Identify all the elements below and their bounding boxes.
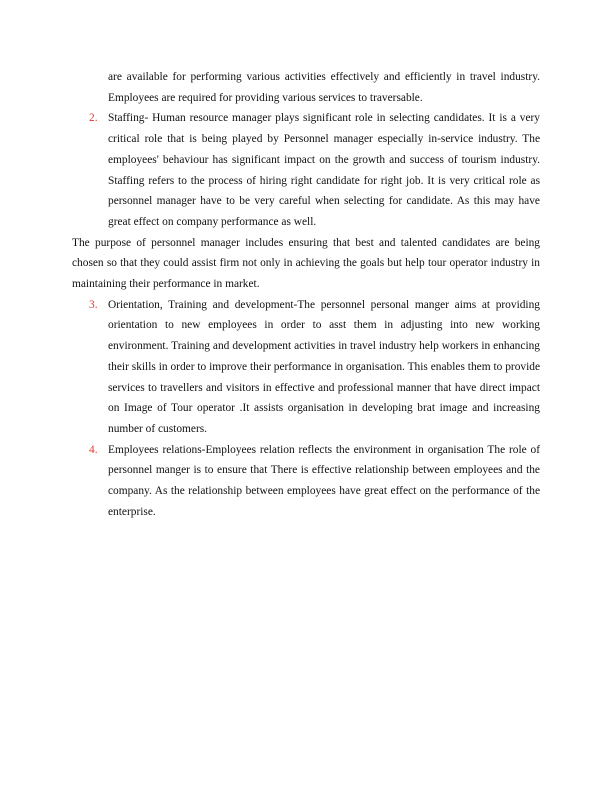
continued-paragraph: are available for performing various activities effectively and efficiently in travel industry. Employees are required for providing various services to traversable. — [108, 71, 540, 104]
list-number: 4. — [89, 443, 98, 456]
list-number: 3. — [89, 298, 98, 311]
list-item-orientation — [89, 295, 540, 440]
list-item-text: Staffing- Human resource manager plays significant role in selecting candidates. It is a very critical role that is being played by Personnel manager especially in-service industry. The employees' behaviour has significant impact on the growth and success of tourism industry. Staffing refers to the process of hiring right candidate for right job. It is very critical role as personnel manager have to be very careful when selecting for candidate. As this may have great effect on company performance as well. — [108, 112, 540, 228]
page-content — [72, 67, 540, 522]
list-item-employee-relations — [89, 440, 540, 523]
list-item-text: Orientation, Training and development-The personnel personal manger aims at providing orientation to new employees in order to asst them in adjusting into new working environment. Training and development activities in travel industry help workers in enhancing their skills in order to improve their performance in organisation. This enables them to provide services to travellers and visitors in effective and professional manner that have direct impact on Image of Tour operator .It assists organisation in developing brat image and increasing number of customers. — [108, 298, 540, 435]
body-paragraph: The purpose of personnel manager includes ensuring that best and talented candidates are being chosen so that they could assist firm not only in achieving the goals but help tour operator industry in maintaining their performance in market. — [72, 236, 540, 291]
list-number: 2. — [89, 112, 98, 125]
list-item-staffing — [89, 108, 540, 232]
list-item-text: Employees relations-Employees relation reflects the environment in organisation The role of personnel manger is to ensure that There is effective relationship between employees and the company. As the relationship between employees have great effect on the performance of the enterprise. — [108, 443, 540, 518]
